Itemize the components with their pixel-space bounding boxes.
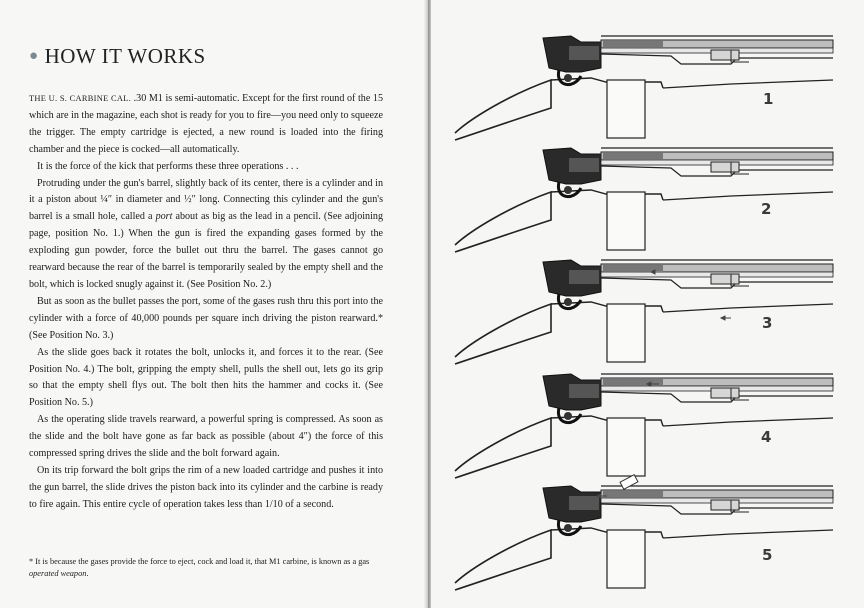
carbine-position-5 <box>455 486 833 590</box>
footnote-em: operated weapon <box>29 569 87 578</box>
paragraph-7: On its trip forward the bolt grips the rim of a new loaded cartridge and pushes it into the gun barrel, the slide drives the piston back into its cylinder and the carbine is ready to fire again. This entire cycle of operation takes less than 1/10 of a second. <box>29 464 383 510</box>
position-label-4: 4 <box>761 428 772 446</box>
position-label-1: 1 <box>763 90 774 108</box>
heading-text: HOW IT WORKS <box>44 44 206 68</box>
paragraph-3 <box>29 176 383 294</box>
body-text <box>29 91 383 514</box>
paragraph-3-b: about as big as the lead in a pencil. (See adjoining page, position No. 1.) When the gun is fired the expanding gases formed by the exploding gun powder, force the bullet out thru the barrel. The gases cannot go rearward because the rear of the barrel is temporarily sealed by the empty shell and the bolt, which is locked snugly against it. (See Position No. 2.) <box>29 211 383 290</box>
carbine-position-3 <box>455 260 833 364</box>
position-label-2: 2 <box>761 200 772 218</box>
paragraph-3-em: port <box>155 211 173 223</box>
carbine-position-1 <box>455 36 833 140</box>
ejected-shell <box>620 475 638 490</box>
footnote-b: . <box>86 569 89 578</box>
left-page <box>0 0 425 608</box>
carbine-diagrams <box>431 0 864 608</box>
carbine-position-4 <box>455 374 833 478</box>
paragraph-1-lead: THE U. S. CARBINE CAL. <box>29 94 132 103</box>
paragraph-2: It is the force of the kick that performs these three operations . . . <box>37 160 299 172</box>
paragraph-3-a: Protruding under the gun's barrel, slightly back of its center, there is a cylinder and in it a piston about ¼″ in diameter and ½″ long. Connecting this cylinder and the gun's barrel is a small hole, called a <box>29 177 383 223</box>
paragraph-6: As the operating slide travels rearward, a powerful spring is compressed. As soon as the slide and the bolt have gone as far back as possible (about 4″) the force of this compressed spring drives the slide and the bolt forward again. <box>29 414 383 460</box>
paragraph-4: But as soon as the bullet passes the port, some of the gases rush thru this port into the cylinder with a force of 40,000 pounds per square inch driving the piston rearward.* (See Position No. 3.) <box>29 295 383 341</box>
footnote-a: * It is because the gases provide the force to eject, cock and load it, that M1 carbine, is known as a gas <box>29 557 370 566</box>
paragraph-5: As the slide goes back it rotates the bolt, unlocks it, and forces it to the rear. (See Position No. 4.) The bolt, gripping the empty shell, pulls the shell out, lets go its grip so that the empty shell flys out. The bolt then hits the hammer and cocks it. (See Position No. 5.) <box>29 346 383 409</box>
position-label-3: 3 <box>762 314 773 332</box>
position-label-5: 5 <box>762 546 773 564</box>
footnote <box>29 556 383 580</box>
carbine-position-2 <box>455 148 833 252</box>
page-heading <box>29 44 206 69</box>
right-page <box>431 0 864 608</box>
paragraph-1 <box>29 91 383 159</box>
paragraph-1-text: .30 M1 is semi-automatic. Except for the first round of the 15 which are in the magazine, each shot is ready for you to fire—you need only to squeeze the trigger. The empty cartridge is ejected, a new round is loaded into the firing chamber and the piece is cocked—all automatically. <box>29 93 383 155</box>
bullet-icon: ● <box>29 48 39 64</box>
